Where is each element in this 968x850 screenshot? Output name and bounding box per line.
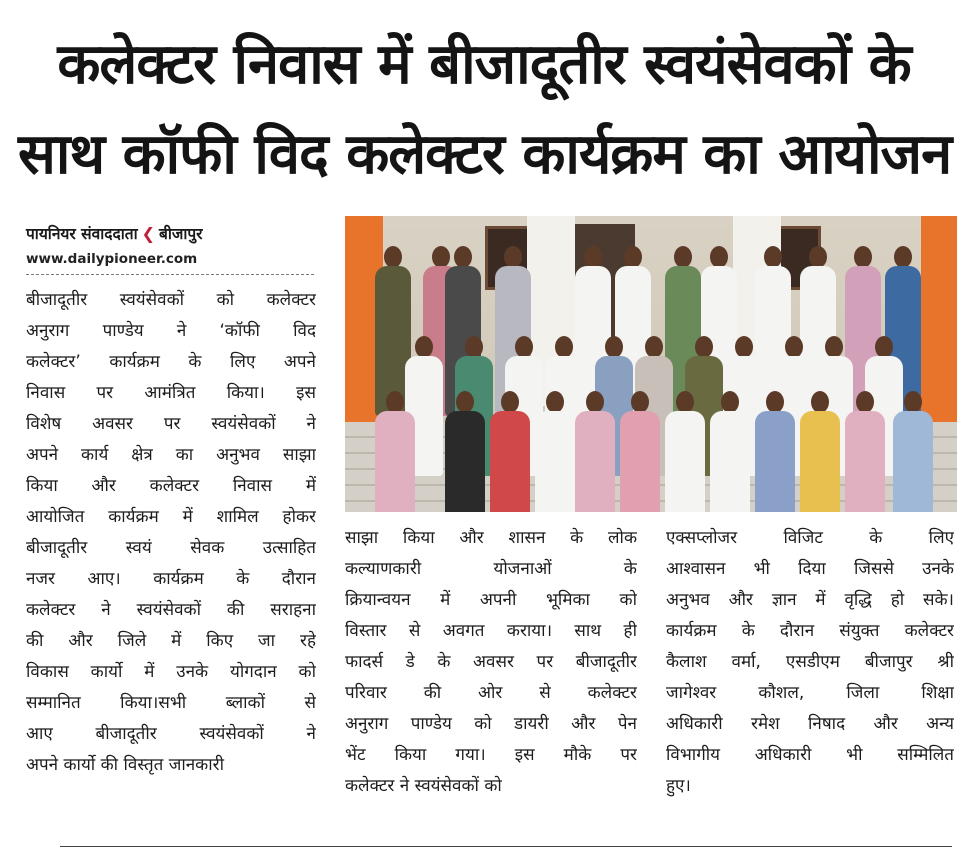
left-chevron-icon: ❮: [141, 224, 155, 243]
article-column-3: [666, 523, 954, 802]
reporter-name: पायनियर संवाददाता: [26, 225, 138, 243]
article-line: विकास कार्यो में उनके योगदान को: [26, 662, 316, 682]
article-line: एक्सप्लोजर विजिट के लिए: [666, 528, 954, 548]
article-line: अधिकारी रमेश निषाद और अन्य: [666, 714, 954, 734]
article-line: कलेक्टर ने स्वयंसेवकों को: [345, 776, 502, 796]
website-url[interactable]: www.dailypioneer.com: [26, 251, 198, 267]
article-line: अनुभव और ज्ञान में वृद्धि हो सके।: [666, 590, 954, 610]
bottom-rule: [60, 846, 952, 847]
article-line: परिवार की ओर से कलेक्टर: [345, 683, 637, 703]
article-line: आश्वासन भी दिया जिससे उनके: [666, 559, 954, 579]
article-line: क्रियान्वयन में अपनी भूमिका को: [345, 590, 637, 610]
dateline-place: बीजापुर: [159, 225, 203, 243]
article-line: की और जिले में किए जा रहे: [26, 631, 316, 651]
article-line: बीजादूतीर स्वयं सेवक उत्साहित: [26, 538, 316, 558]
byline-divider: [26, 274, 314, 275]
headline-line-1: कलेक्टर निवास में बीजादूतीर स्वयंसेवकों के: [57, 32, 911, 97]
article-line: साझा किया और शासन के लोक: [345, 528, 637, 548]
article-line: कलेक्टर ने स्वयंसेवकों की सराहना: [26, 600, 316, 620]
article-column-2: [345, 523, 637, 802]
article-line: विशेष अवसर पर स्वयंसेवकों ने: [26, 414, 316, 434]
photo-orange-pillar: [921, 216, 957, 426]
article-line: नजर आए। कार्यक्रम के दौरान: [26, 569, 316, 589]
article-line: विस्तार से अवगत कराया। साथ ही: [345, 621, 637, 641]
article-column-1: [26, 285, 316, 781]
article-line: कल्याणकारी योजनाओं के: [345, 559, 637, 579]
article-line: विभागीय अधिकारी भी सम्मिलित: [666, 745, 954, 765]
article-line: किया और कलेक्टर निवास में: [26, 476, 316, 496]
article-line: बीजादूतीर स्वयंसेवकों को कलेक्टर: [26, 290, 316, 310]
article-line: जागेश्वर कौशल, जिला शिक्षा: [666, 683, 954, 703]
article-line: कार्यक्रम के दौरान संयुक्त कलेक्टर: [666, 621, 954, 641]
article-line: अपने कार्य क्षेत्र का अनुभव साझा: [26, 445, 316, 465]
article-line: आयोजित कार्यक्रम में शामिल होकर: [26, 507, 316, 527]
byline: [26, 222, 203, 244]
group-photo: [345, 216, 957, 512]
article-line: भेंट किया गया। इस मौके पर: [345, 745, 637, 765]
article-line: अपने कार्यो की विस्तृत जानकारी: [26, 755, 224, 775]
article-line: कलेक्टर’ कार्यक्रम के लिए अपने: [26, 352, 316, 372]
article-line: फादर्स डे के अवसर पर बीजादूतीर: [345, 652, 637, 672]
article-line: अनुराग पाण्डेय ने ‘कॉफी विद: [26, 321, 316, 341]
article-line: कैलाश वर्मा, एसडीएम बीजापुर श्री: [666, 652, 954, 672]
article-line: हुए।: [666, 776, 691, 796]
article-line: निवास पर आमंत्रित किया। इस: [26, 383, 316, 403]
article-line: सम्मानित किया।सभी ब्लाकों से: [26, 693, 316, 713]
article-line: आए बीजादूतीर स्वयंसेवकों ने: [26, 724, 316, 744]
article-line: अनुराग पाण्डेय को डायरी और पेन: [345, 714, 637, 734]
headline-line-2: साथ कॉफी विद कलेक्टर कार्यक्रम का आयोजन: [18, 122, 952, 187]
